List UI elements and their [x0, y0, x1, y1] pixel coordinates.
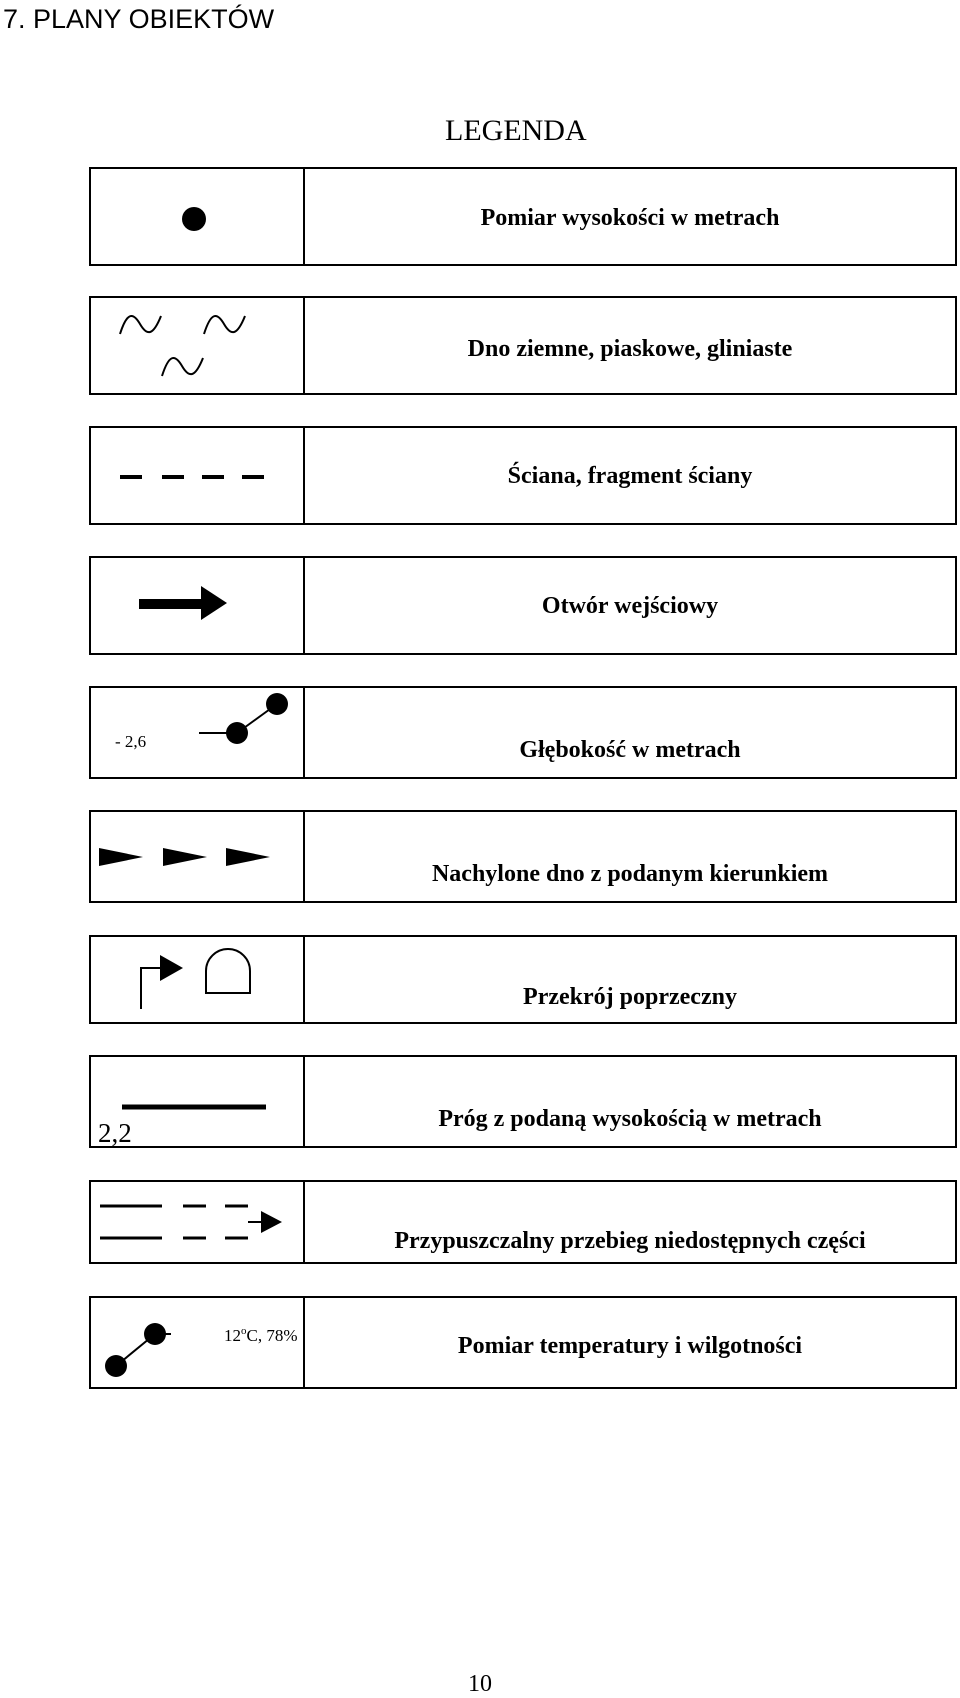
legend-symbol-cell — [91, 428, 305, 523]
degree-sign: o — [241, 1325, 247, 1337]
legend-row-depth — [89, 686, 957, 779]
legend-title: LEGENDA — [445, 114, 587, 147]
legend-row-soil-bottom — [89, 296, 957, 395]
legend-symbol-cell — [91, 558, 305, 653]
legend-description-cell — [305, 1182, 955, 1262]
legend-description: Przekrój poprzeczny — [523, 984, 737, 1010]
legend-description-cell — [305, 812, 955, 901]
legend-description: Pomiar wysokości w metrach — [480, 205, 780, 231]
page-number: 10 — [468, 1671, 492, 1697]
legend-row-threshold — [89, 1055, 957, 1148]
legend-description: Próg z podaną wysokością w metrach — [438, 1106, 822, 1132]
depth-value-label: - 2,6 — [115, 732, 147, 751]
temperature-humidity-label — [224, 1326, 298, 1346]
presumed-passage-icon — [91, 1182, 303, 1262]
legend-description: Dno ziemne, piaskowe, gliniaste — [467, 336, 793, 362]
threshold-value-label: 2,2 — [98, 1118, 132, 1148]
legend-row-entrance — [89, 556, 957, 655]
legend-description-cell — [305, 558, 955, 653]
legend-symbol-cell — [91, 1182, 305, 1262]
legend-description: Nachylone dno z podanym kierunkiem — [431, 861, 829, 887]
legend-row-sloped-bottom — [89, 810, 957, 903]
legend-row-wall — [89, 426, 957, 525]
legend-description-cell — [305, 688, 955, 777]
section-title: 7. PLANY OBIEKTÓW — [3, 4, 275, 34]
legend-row-temperature — [89, 1296, 957, 1389]
legend-description: Pomiar temperatury i wilgotności — [457, 1333, 803, 1359]
temperature-humidity-rest: C, 78% — [246, 1326, 298, 1345]
depth-marker-icon — [91, 688, 303, 777]
cross-section-icon — [91, 937, 303, 1022]
triangles-icon — [91, 812, 303, 901]
legend-row-cross-section — [89, 935, 957, 1024]
legend-description-cell — [305, 428, 955, 523]
legend-description-cell — [305, 169, 955, 264]
legend-symbol-cell — [91, 1057, 305, 1146]
legend-symbol-cell — [91, 169, 305, 264]
legend-description-cell — [305, 937, 955, 1022]
wavy-lines-icon — [91, 298, 303, 393]
legend-description: Otwór wejściowy — [541, 593, 719, 619]
legend-row-elevation — [89, 167, 957, 266]
legend-symbol-cell — [91, 1298, 305, 1387]
temperature-value: 12 — [224, 1326, 241, 1345]
legend-symbol-cell — [91, 688, 305, 777]
legend-description-cell — [305, 298, 955, 393]
legend-description: Ściana, fragment ściany — [507, 463, 753, 489]
legend-symbol-cell — [91, 298, 305, 393]
arrow-icon — [91, 558, 303, 653]
legend-description: Przypuszczalny przebieg niedostępnych części — [394, 1228, 866, 1254]
filled-dot-icon — [91, 169, 303, 264]
legend-description-cell — [305, 1298, 955, 1387]
legend-symbol-cell — [91, 812, 305, 901]
legend-description: Głębokość w metrach — [519, 737, 741, 763]
legend-description-cell — [305, 1057, 955, 1146]
dashed-line-icon — [91, 428, 303, 523]
legend-symbol-cell — [91, 937, 305, 1022]
legend-row-presumed-passage — [89, 1180, 957, 1264]
